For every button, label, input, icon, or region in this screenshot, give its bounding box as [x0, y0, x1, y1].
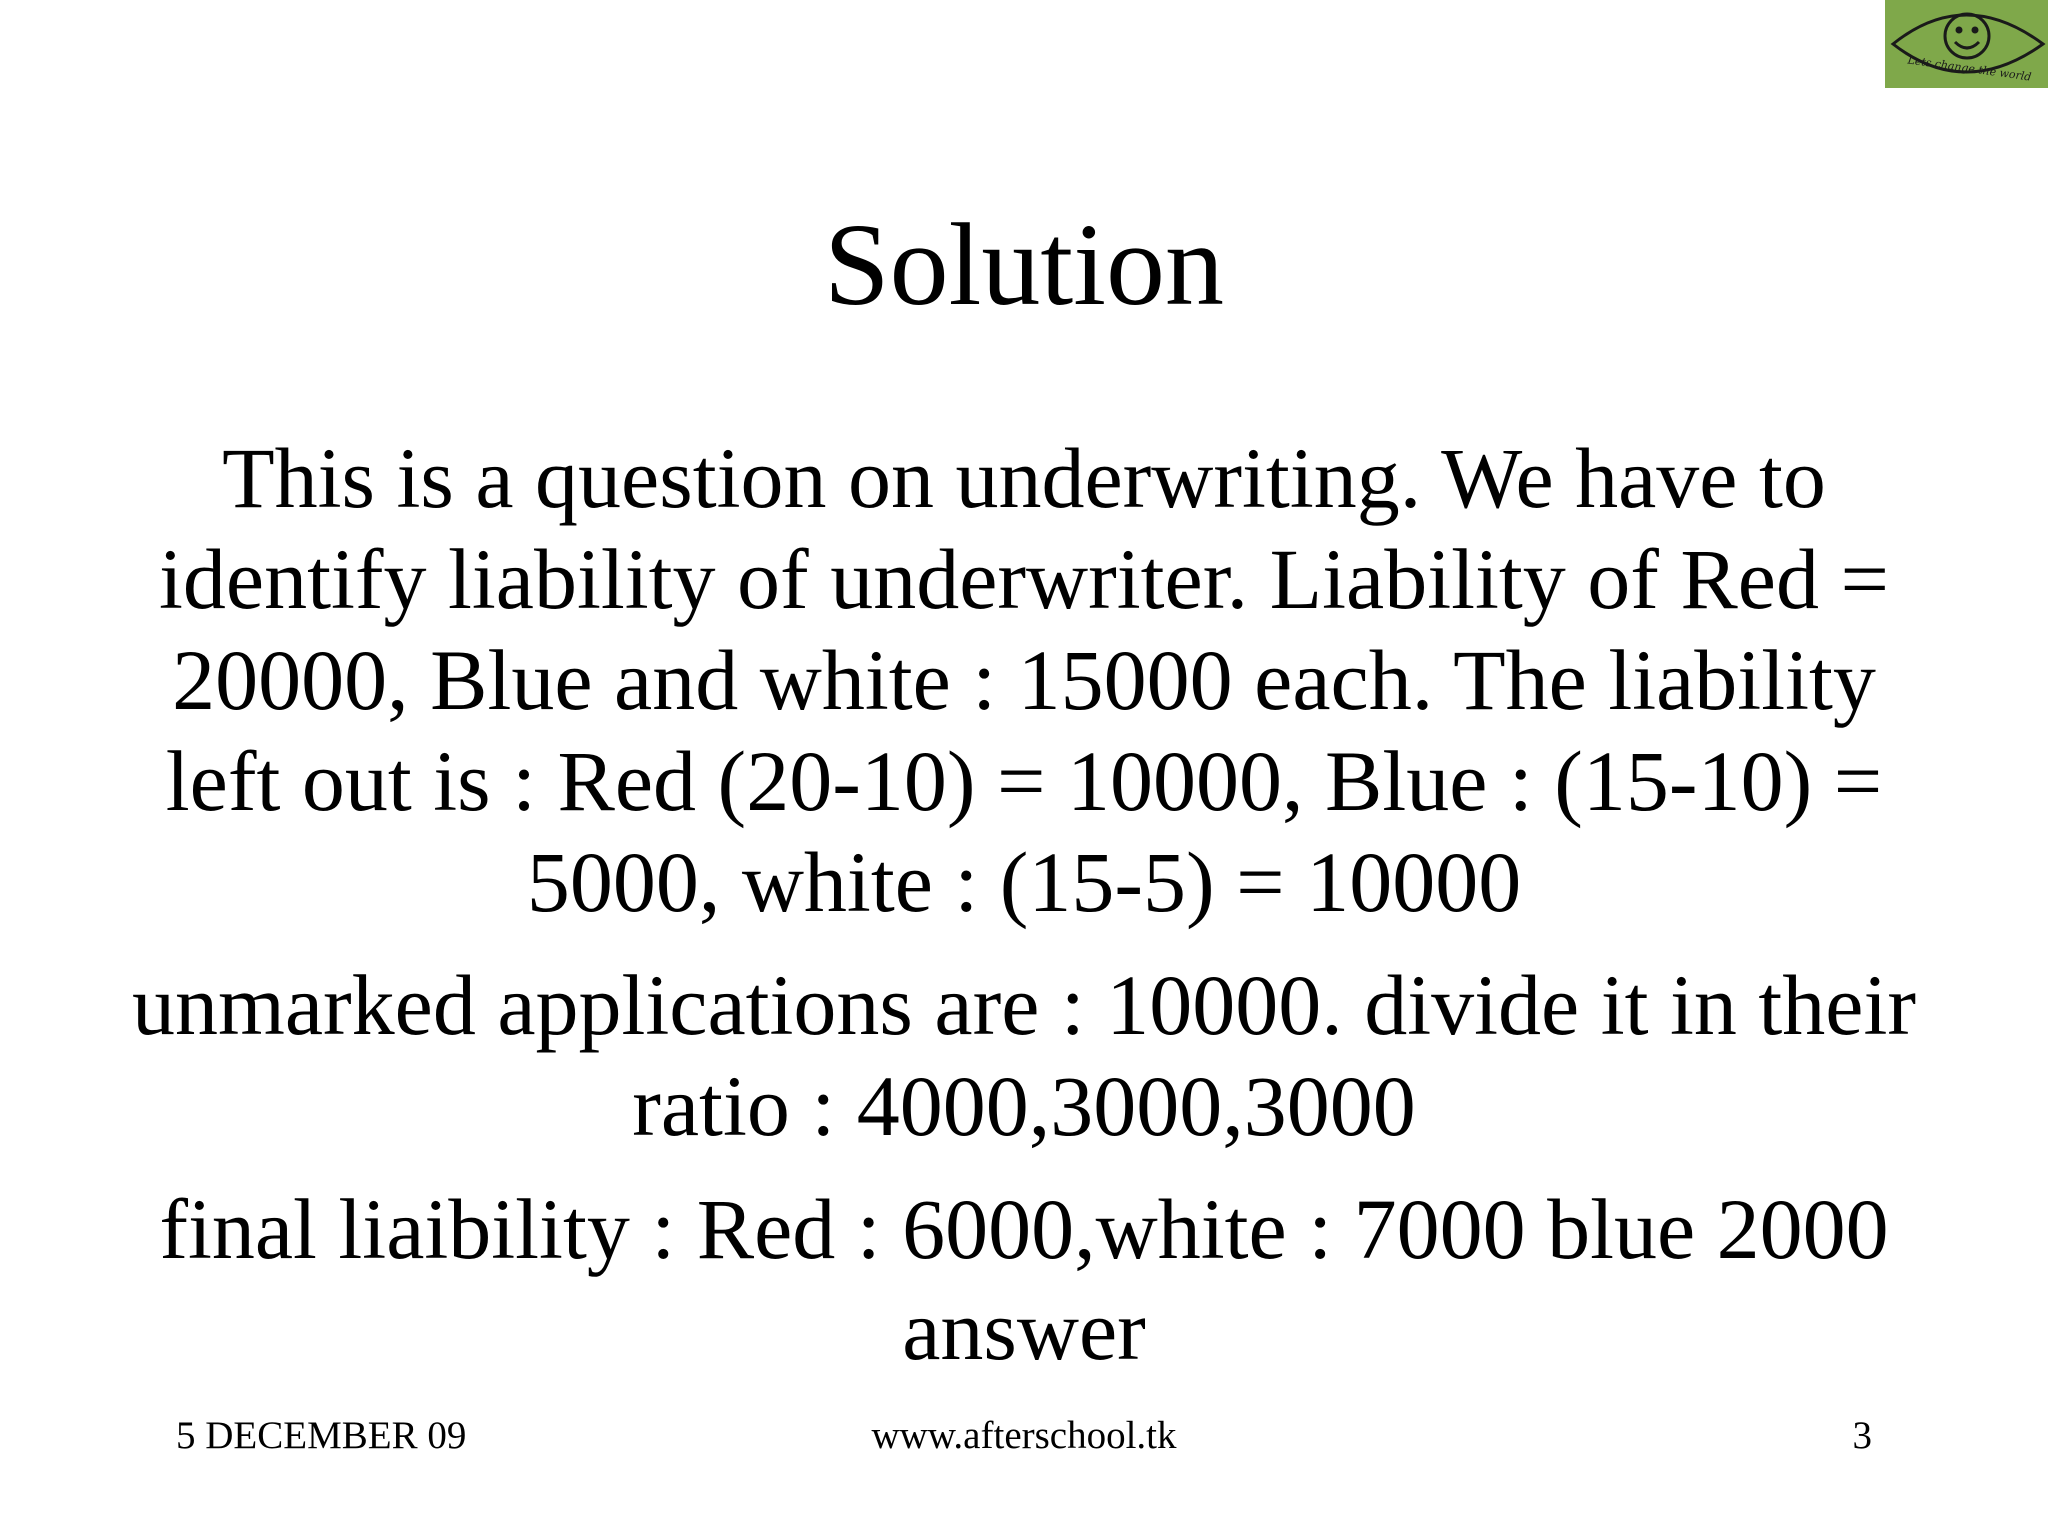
solution-paragraph-liability: This is a question on underwriting. We have to identify liability of underwriter. Liability of Red = 20000, Blue and white : 15000 each. The liability left out is : Red (20-10) = 10000, Blue : (15-10) = 5000, white : (15-5) = 10000 — [159, 430, 1889, 930]
afterschool-logo — [1885, 0, 2048, 88]
solution-paragraph-unmarked: unmarked applications are : 10000. divide it in their ratio : 4000,3000,3000 — [131, 957, 1917, 1154]
slide-body — [110, 428, 1938, 1381]
svg-text:Lets change the world: Lets change the world — [1906, 53, 2033, 84]
slide-title: Solution — [824, 199, 1224, 330]
footer-date: 5 DECEMBER 09 — [176, 1414, 467, 1457]
footer-url: www.afterschool.tk — [871, 1414, 1177, 1457]
slide-page-number: 3 — [1852, 1414, 1872, 1457]
solution-paragraph-final: final liaibility : Red : 6000,white : 7000 blue 2000 answer — [159, 1181, 1889, 1378]
smiley-eye-logo-icon — [1885, 0, 2048, 88]
